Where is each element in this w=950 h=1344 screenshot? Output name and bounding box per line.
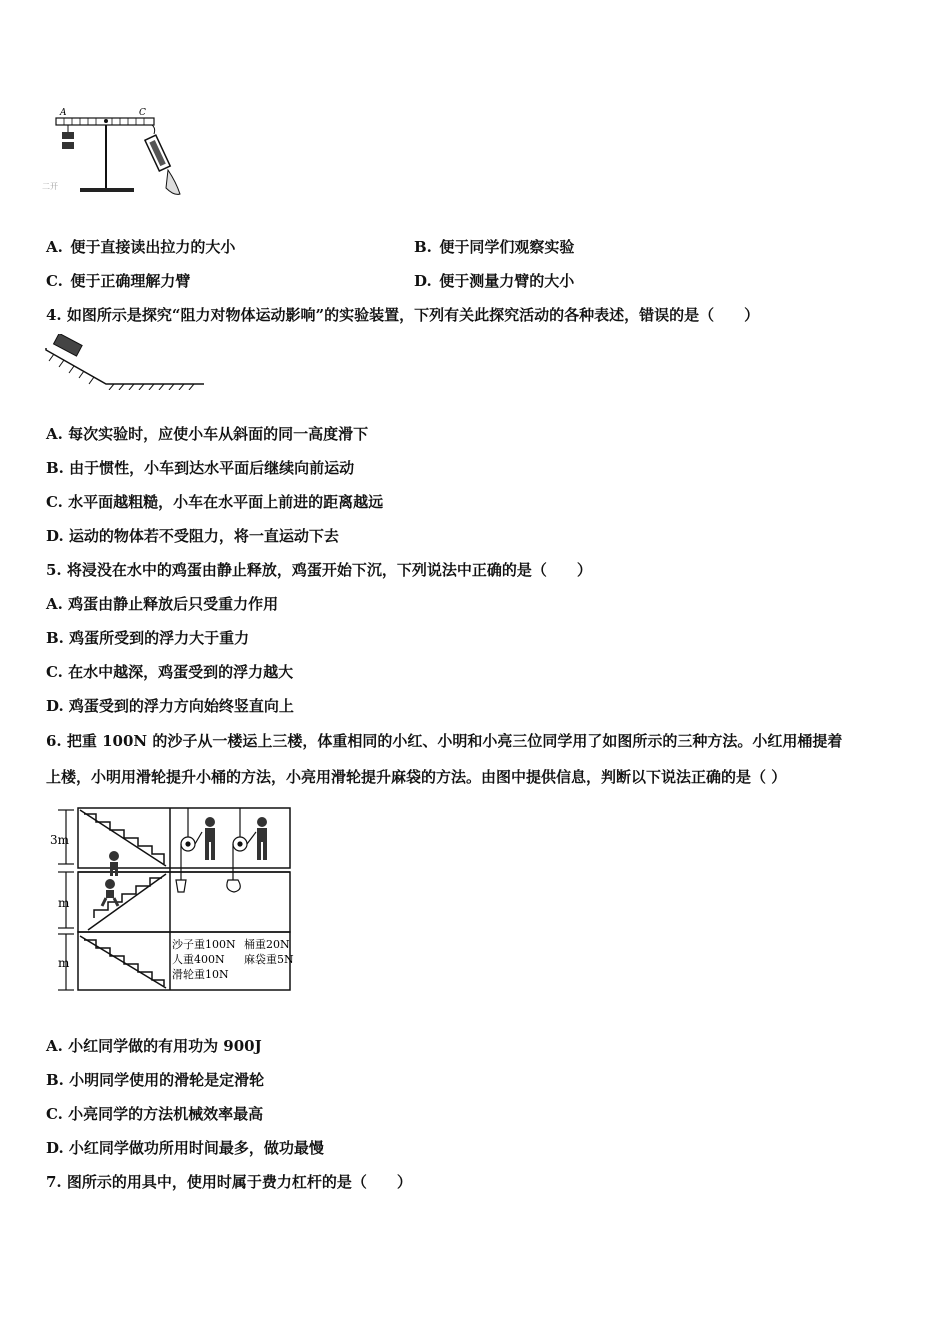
q5-option-b[interactable]: B. 鸡蛋所受到的浮力大于重力 [46, 629, 250, 647]
label-c: C [139, 108, 146, 118]
q6-option-c[interactable]: C. 小亮同学的方法机械效率最高 [46, 1105, 264, 1123]
info-person: 人重400N [172, 953, 225, 966]
q4-stem: 4. 如图所示是探究“阻力对物体运动影响”的实验装置，下列有关此探究活动的各种表述，错误的是（ ） [46, 306, 760, 324]
q6-option-a[interactable]: A. 小红同学做的有用功为 900J [46, 1037, 262, 1055]
q3-option-a[interactable]: A. 便于直接读出拉力的大小 [46, 238, 236, 256]
q4-option-c[interactable]: C. 水平面越粗糙，小车在水平面上前进的距离越远 [46, 493, 384, 511]
info-bag: 麻袋重5N [244, 953, 294, 966]
q4-option-a[interactable]: A. 每次实验时，应使小车从斜面的同一高度滑下 [46, 425, 369, 443]
q6-option-b[interactable]: B. 小明同学使用的滑轮是定滑轮 [46, 1071, 265, 1089]
q5-option-a[interactable]: A. 鸡蛋由静止释放后只受重力作用 [46, 595, 279, 613]
label-a: A [60, 108, 67, 118]
info-pulley: 滑轮重10N [172, 968, 229, 981]
height-label-3: m [58, 956, 70, 970]
height-label-1: 3m [50, 833, 70, 847]
height-label-2: m [58, 896, 70, 910]
lever-figure [40, 104, 200, 204]
q3-option-d[interactable]: D. 便于测量力臂的大小 [414, 272, 575, 290]
q6-option-d[interactable]: D. 小红同学做功所用时间最多，做功最慢 [46, 1139, 324, 1157]
q5-option-d[interactable]: D. 鸡蛋受到的浮力方向始终竖直向上 [46, 697, 294, 715]
incline-figure [44, 334, 206, 390]
info-sand: 沙子重100N [172, 938, 236, 951]
q4-option-d[interactable]: D. 运动的物体若不受阻力，将一直运动下去 [46, 527, 339, 545]
side-mark: 二开 [42, 182, 58, 191]
info-bucket: 桶重20N [244, 938, 290, 951]
q3-option-b[interactable]: B. 便于同学们观察实验 [414, 238, 575, 256]
q4-option-b[interactable]: B. 由于惯性，小车到达水平面后继续向前运动 [46, 459, 355, 477]
q7-stem: 7. 图所示的用具中，使用时属于费力杠杆的是（ ） [46, 1173, 412, 1191]
q6-stem-line2: 上楼，小明用滑轮提升小桶的方法，小亮用滑轮提升麻袋的方法。由图中提供信息，判断以下说法正确的是（ ） [46, 768, 787, 786]
q6-stem-line1: 6. 把重 100N 的沙子从一楼运上三楼，体重相同的小红、小明和小亮三位同学用了如图所示的三种方法。小红用桶提着 [46, 732, 843, 750]
stairs-pulley-figure [48, 806, 294, 992]
q5-option-c[interactable]: C. 在水中越深，鸡蛋受到的浮力越大 [46, 663, 294, 681]
q5-stem: 5. 将浸没在水中的鸡蛋由静止释放，鸡蛋开始下沉，下列说法中正确的是（ ） [46, 561, 592, 579]
q3-option-c[interactable]: C. 便于正确理解力臂 [46, 272, 191, 290]
